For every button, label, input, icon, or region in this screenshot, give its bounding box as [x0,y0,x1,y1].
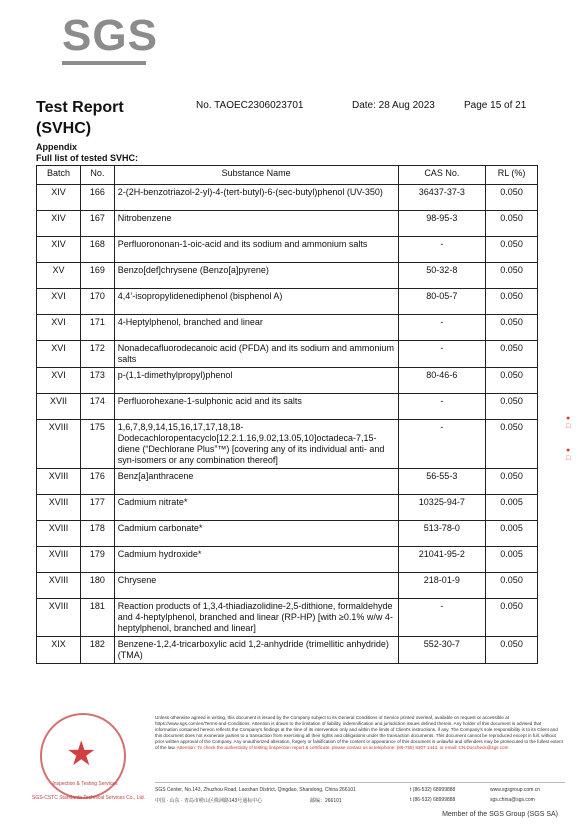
cell-no: 179 [80,547,114,573]
cell-rl: 0.050 [486,185,538,211]
cell-no: 182 [80,637,114,664]
cell-rl: 0.005 [486,521,538,547]
footer-member: Member of the SGS Group (SGS SA) [442,811,558,818]
cell-batch: XIX [37,637,81,664]
cell-cas-no: 513-78-0 [398,521,486,547]
table-row [37,469,538,495]
cell-substance-name: 4,4’-isopropylidenediphenol (bisphenol A) [114,289,398,315]
cell-substance-name: Benzo[def]chrysene (Benzo[a]pyrene) [114,263,398,289]
table-row [37,289,538,315]
cell-batch: XVIII [37,495,81,521]
cell-batch: XIV [37,185,81,211]
cell-rl: 0.005 [486,495,538,521]
cell-cas-no: 21041-95-2 [398,547,486,573]
appendix-sublabel: Full list of tested SVHC: [36,153,139,163]
cell-substance-name: 2-(2H-benzotriazol-2-yl)-4-(tert-butyl)-6-(sec-butyl)phenol (UV-350) [114,185,398,211]
cell-no: 167 [80,211,114,237]
table-row [37,211,538,237]
table-row [37,420,538,469]
footer-web: www.sgsgroup.com.cn [490,787,541,793]
cell-no: 177 [80,495,114,521]
cell-no: 172 [80,341,114,368]
cell-cas-no: 218-01-9 [398,573,486,599]
cell-no: 171 [80,315,114,341]
disclaimer [155,715,565,751]
cell-cas-no: - [398,237,486,263]
report-date: Date: 28 Aug 2023 [352,100,435,111]
cell-cas-no: - [398,394,486,420]
cell-rl: 0.050 [486,420,538,469]
cell-cas-no: 80-05-7 [398,289,486,315]
cell-rl: 0.050 [486,289,538,315]
footer-divider [155,782,565,783]
cell-substance-name: p-(1,1-dimethylpropyl)phenol [114,368,398,394]
cell-batch: XVIII [37,599,81,637]
table-row [37,521,538,547]
cell-no: 173 [80,368,114,394]
table-row [37,637,538,664]
cell-substance-name: Benz[a]anthracene [114,469,398,495]
cell-substance-name: Cadmium nitrate* [114,495,398,521]
cell-rl: 0.050 [486,341,538,368]
logo-text: SGS [62,11,158,60]
cell-rl: 0.050 [486,263,538,289]
cell-batch: XVIII [37,573,81,599]
cell-substance-name: Benzene-1,2,4-tricarboxylic acid 1,2-anhydride (trimellitic anhydride) (TMA) [114,637,398,664]
official-seal [40,713,126,799]
report-title-line1: Test Report [36,99,124,116]
table-row [37,394,538,420]
cell-rl: 0.050 [486,368,538,394]
cell-substance-name: Reaction products of 1,3,4-thiadiazolidine-2,5-dithione, formaldehyde and 4-heptylphenol, branched and linear (RP-HP) [with ≥0.1% w/w 4-heptylphenol, branched and linear] [114,599,398,637]
footer-address-cn: 中国 · 山东 · 青岛市崂山区株洲路143号通标中心 [155,798,263,804]
table-row [37,341,538,368]
cell-cas-no: 56-55-3 [398,469,486,495]
table-row [37,263,538,289]
appendix-label: Appendix [36,142,78,152]
table-row [37,547,538,573]
seal-outer-text: SGS-CSTC Standards Technical Services Co., Ltd. [32,795,146,801]
appendix-heading [36,142,138,164]
cell-batch: XVI [37,368,81,394]
cell-cas-no: 36437-37-3 [398,185,486,211]
cell-no: 168 [80,237,114,263]
header-cas-no: CAS No. [398,166,486,185]
seal-inner-text: Inspection & Testing Services [52,781,118,787]
cell-rl: 0.050 [486,211,538,237]
cell-substance-name: Nitrobenzene [114,211,398,237]
disclaimer-body: Unless otherwise agreed in writing, this document is issued by the Company subject to its General Conditions of Service printed overleaf, available on request or accessible at https://www.sgs.com/en/Terms-and-Conditions. Attention is drawn to the limitation of liability, indemnification and jurisdiction issues defined therein. Any holder of this document is advised that information contained hereon reflects the Company's findings at the time of its intervention only and within the limits of Client's instructions, if any. The Company's sole responsibility is to its Client and this document does not exonerate parties to a transaction from exercising all their rights and obligations under the transaction documents. This document cannot be reproduced except in full, without prior written approval of the Company. Any unauthorized alteration, forgery or falsification of the content or appearance of this document is unlawful and offenders may be prosecuted to the fullest extent of the law. [155,715,563,750]
table-row [37,185,538,211]
cell-batch: XVIII [37,521,81,547]
cell-cas-no: 50-32-8 [398,263,486,289]
cell-cas-no: - [398,599,486,637]
footer-postcode-cn: 邮编：266101 [310,798,342,804]
cell-batch: XVIII [37,420,81,469]
page-number: Page 15 of 21 [464,100,527,111]
header-batch: Batch [37,166,81,185]
cell-batch: XVI [37,315,81,341]
table-row [37,495,538,521]
table-row [37,315,538,341]
table-row [37,368,538,394]
cell-batch: XVII [37,394,81,420]
header-no: No. [80,166,114,185]
cell-substance-name: 4-Heptylphenol, branched and linear [114,315,398,341]
cell-cas-no: - [398,420,486,469]
cell-substance-name: 1,6,7,8,9,14,15,16,17,17,18,18-Dodecachloropentacyclo[12.2.1.16,9.02,13.05,10]octadeca-7,15-diene (“Dechlorane Plus”™) [covering any of its individual anti- and syn-isomers or any combination thereof] [114,420,398,469]
report-title [36,97,124,139]
cell-rl: 0.005 [486,547,538,573]
footer-email: sgs.china@sgs.com [490,797,535,803]
cell-substance-name: Cadmium hydroxide* [114,547,398,573]
cell-no: 175 [80,420,114,469]
cell-substance-name: Perfluorononan-1-oic-acid and its sodium and ammonium salts [114,237,398,263]
cell-rl: 0.050 [486,315,538,341]
cell-batch: XVI [37,289,81,315]
cell-substance-name: Nonadecafluorodecanoic acid (PFDA) and its sodium and ammonium salts [114,341,398,368]
cell-cas-no: - [398,341,486,368]
side-seal-mark: ● □ ● □ [566,415,571,462]
cell-rl: 0.050 [486,469,538,495]
header-rl: RL (%) [486,166,538,185]
cell-batch: XIV [37,211,81,237]
svhc-table [36,165,538,664]
cell-batch: XVI [37,341,81,368]
cell-cas-no: - [398,315,486,341]
table-row [37,573,538,599]
logo-underline [62,61,146,65]
cell-batch: XVIII [37,469,81,495]
cell-no: 166 [80,185,114,211]
header-substance-name: Substance Name [114,166,398,185]
cell-no: 178 [80,521,114,547]
cell-cas-no: 98-95-3 [398,211,486,237]
star-icon: ★ [66,735,97,773]
cell-batch: XVIII [37,547,81,573]
cell-rl: 0.050 [486,237,538,263]
cell-no: 176 [80,469,114,495]
cell-rl: 0.050 [486,394,538,420]
cell-no: 169 [80,263,114,289]
footer-address-en: SGS Center, No.143, Zhuzhou Road, Laoshan District, Qingdao, Shandong, China 266101 [155,787,356,793]
cell-no: 181 [80,599,114,637]
cell-rl: 0.050 [486,637,538,664]
disclaimer-warning: Attention: To check the authenticity of testing /inspection report & certificate, please contact us at telephone: (86-755) 8307 1443, or email: CN.Doccheck@sgs.com [176,745,509,750]
sgs-logo [62,11,158,65]
cell-rl: 0.050 [486,599,538,637]
cell-cas-no: 80-46-6 [398,368,486,394]
cell-no: 174 [80,394,114,420]
footer-tel-2: t (86-532) 68999888 [410,797,456,803]
report-title-line2: (SVHC) [36,120,92,137]
cell-batch: XIV [37,237,81,263]
report-number: No. TAOEC2306023701 [196,100,304,111]
table-header-row [37,166,538,185]
cell-substance-name: Chrysene [114,573,398,599]
cell-no: 180 [80,573,114,599]
footer-tel-1: t (86-532) 68999888 [410,787,456,793]
table-row [37,599,538,637]
cell-rl: 0.050 [486,573,538,599]
cell-substance-name: Perfluorohexane-1-sulphonic acid and its salts [114,394,398,420]
cell-batch: XV [37,263,81,289]
table-row [37,237,538,263]
cell-cas-no: 552-30-7 [398,637,486,664]
cell-no: 170 [80,289,114,315]
cell-cas-no: 10325-94-7 [398,495,486,521]
cell-substance-name: Cadmium carbonate* [114,521,398,547]
